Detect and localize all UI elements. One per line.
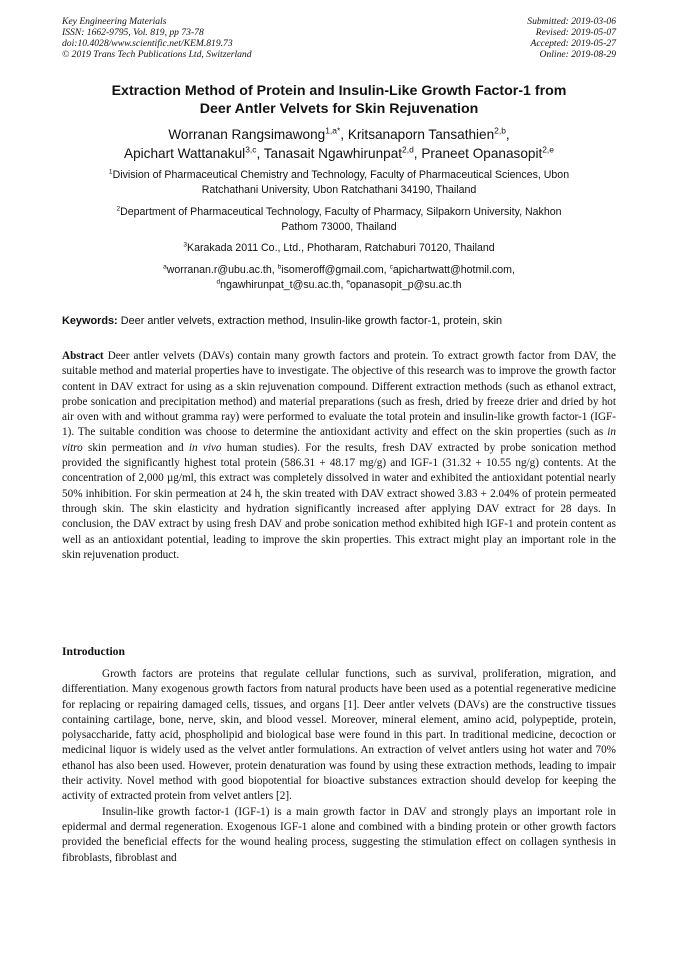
email-link[interactable]: opanasopit_p@su.ac.th [350,279,462,291]
author-name: Praneet Opanasopit [421,146,543,161]
online-date: Online: 2019-08-29 [539,49,616,60]
author-sep: , [340,127,348,142]
affiliation-2 [62,205,616,235]
paper-title [62,82,616,118]
author-line-2 [62,144,616,163]
copyright: © 2019 Trans Tech Publications Ltd, Switzerland [62,49,252,60]
author-name: Apichart Wattanakul [124,146,246,161]
author-sup: 2,d [402,144,414,155]
title-line-2: Deer Antler Velvets for Skin Rejuvenation [199,101,479,117]
abstract [62,349,616,563]
email-sup: c [389,263,393,271]
abstract-text: skin permeation and [82,441,189,454]
keywords [62,314,616,328]
keywords-label: Keywords: [62,315,118,327]
abstract-text: Deer antler velvets (DAVs) contain many growth factors and protein. To extract growth factor from DAV, the suitable method and material properties have to investigate. The objective of this research was to improve the growth factor content in DAV extract for using as a skin rejuvenation compound. Different extraction methods (such as ethanol extract, probe sonication and precipitation method) and material preparations (such as fresh, dried by freeze drier and dried by hot air oven with and without gramma ray) were performed to evaluate the total protein and insulin-like growth factor-1 (IGF-1). The suitable condition was choose to determine the antioxidant activity and effect on the skin properties (such as [62,350,616,439]
author-sep: , [505,127,510,142]
abstract-label: Abstract [62,350,104,362]
affiliation-1 [62,168,616,198]
abstract-italic: in vitro [62,426,616,454]
author-sep: , [256,146,264,161]
header-left [62,16,252,60]
affil-sup: 3 [183,241,188,249]
email-link[interactable]: ngawhirunpat_t@su.ac.th, [220,279,347,291]
abstract-text: human studies). For the results, fresh DAV extracted by probe sonication method provided the significantly highest total protein (586.31 + 48.17 mg/g) and IGF-1 (31.32 + 10.55 ng/g) contents. At the concentration of 2,000 µg/ml, this extract was completely dissolved in water and exhibited the antioxidant potential nearly 50% inhibition. For skin permeation at 24 h, the skin treated with DAV extract showed 3.83 + 2.04% of protein permeated through skin. The skin elasticity and hydration significantly increased after applying DAV extract for 28 days. In conclusion, the DAV extract by using fresh DAV and probe sonication method exhibited high IGF-1 and protein content as well as an antioxidant potential, leading to improve the skin properties. This extract might play an important role in the skin rejuvenation product. [62,441,616,561]
title-line-1: Extraction Method of Protein and Insulin-Like Growth Factor-1 from [111,83,567,99]
email-sup: b [277,263,282,271]
author-name: Kritsanaporn Tansathien [347,127,495,142]
paragraph: Insulin-like growth factor-1 (IGF-1) is a main growth factor in DAV and strongly plays an important role in epidermal and dermal regeneration. Exogenous IGF-1 alone and combined with a binding protein or other growth factors provided the beneficial effects for the wound healing process, suggesting the stimulation effect on collagen synthesis in fibroblasts, fibroblast and [62,805,616,864]
author-sup: 2,b [494,125,506,136]
email-sup: e [346,278,350,286]
author-sup: 3,c [245,144,257,155]
author-line-1 [62,125,616,144]
paragraph: Growth factors are proteins that regulate cellular functions, such as survival, proliferation, migration, and differentiation. Many exogenous growth factors from natural products have been used as a potential regenerative medicine for replacing or repairing damaged cells, tissues, and organs [1]. Deer antler velvets (DAVs) are the constructive tissues containing cartilage, bone, nerve, skin, and blood vessel. Moreover, mineral element, amino acid, polypeptide, protein, polysaccharide, fatty acid, phospholipid and biological base were found in this part. In traditional medicine, decoction or medicinal liquor is widely used as the velvet antler formulations. An extraction of velvet antlers using hot water and 70% ethanol has also been used. However, protein denaturation was found by using these extraction methods, leading to impair their activity. Novel method with good biopotential for bioactive substances extraction should develop for keeping the activity of extracted protein from velvet antlers [2]. [62,668,616,803]
email-link[interactable]: apichartwatt@hotmil.com, [392,264,515,276]
introduction-heading: Introduction [62,645,125,658]
doi: doi:10.4028/www.scientific.net/KEM.819.73 [62,38,233,49]
affil-text: Karakada 2011 Co., Ltd., Photharam, Ratchaburi 70120, Thailand [187,242,495,254]
affiliation-3 [62,241,616,256]
affil-sup: 1 [108,168,113,176]
author-sup: 1,a* [325,125,341,136]
journal-name: Key Engineering Materials [62,16,167,27]
affil-text: Ratchathani University, Ubon Ratchathani 34190, Thailand [201,184,477,196]
affil-text: Department of Pharmaceutical Technology, Faculty of Pharmacy, Silpakorn University, Nakhon [120,206,562,218]
accepted-date: Accepted: 2019-05-27 [530,38,616,49]
keywords-text: Deer antler velvets, extraction method, Insulin-like growth factor-1, protein, skin [117,315,503,327]
author-sep: , [413,146,422,161]
email-sup: a [163,263,167,271]
issn: ISSN: 1662-9795, Vol. 819, pp 73-78 [62,27,204,38]
affil-text: Division of Pharmaceutical Chemistry and Technology, Faculty of Pharmaceutical Sciences, Ubon [112,169,570,181]
affil-text: Pathom 73000, Thailand [281,221,397,233]
header-right [527,16,616,60]
affil-sup: 2 [116,205,121,213]
author-name: Tanasait Ngawhirunpat [263,146,403,161]
introduction-body [62,667,616,866]
email-sup: d [216,278,221,286]
email-link[interactable]: isomeroff@gmail.com, [281,264,390,276]
author-sup: 2,e [542,144,554,155]
author-list [62,125,616,163]
submitted-date: Submitted: 2019-03-06 [527,16,616,27]
email-link[interactable]: worranan.r@ubu.ac.th, [166,264,278,276]
abstract-italic: in vivo [188,441,222,454]
revised-date: Revised: 2019-05-07 [535,27,616,38]
email-list [62,263,616,293]
author-name: Worranan Rangsimawong [168,127,326,142]
